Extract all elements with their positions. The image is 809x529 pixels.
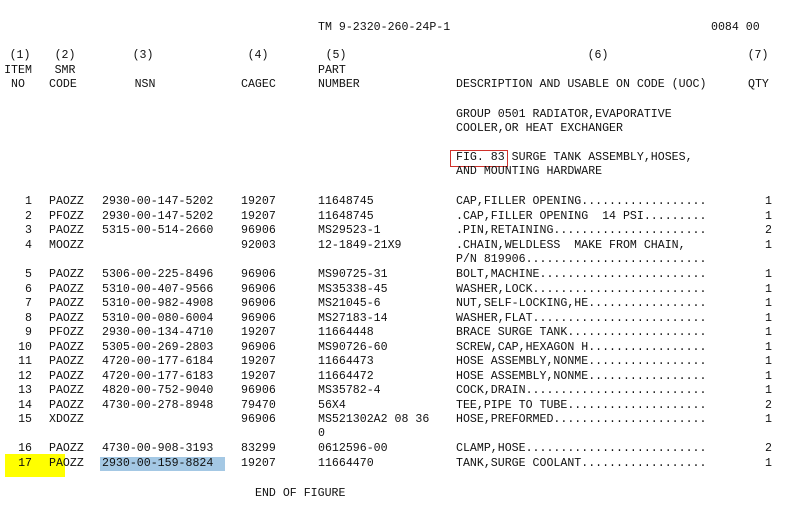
description: SCREW,CAP,HEXAGON H................. <box>456 341 707 354</box>
part-number: 11648745 <box>318 195 374 208</box>
nsn: 5305-00-269-2803 <box>102 341 214 354</box>
description: COCK,DRAIN.......................... <box>456 384 707 397</box>
part-number: MS90725-31 <box>318 268 388 281</box>
description: HOSE ASSEMBLY,NONME................. <box>456 355 707 368</box>
description: BOLT,MACHINE........................ <box>456 268 707 281</box>
col-cagec-label: CAGEC <box>241 78 276 91</box>
smr-code: PAOZZ <box>49 224 84 237</box>
cagec: 83299 <box>241 442 276 455</box>
quantity: 2 <box>765 224 772 237</box>
part-number: MS29523-1 <box>318 224 381 237</box>
quantity: 1 <box>765 370 772 383</box>
cagec: 96906 <box>241 341 276 354</box>
item-number: 8 <box>25 312 32 325</box>
item-number: 14 <box>18 399 32 412</box>
quantity: 1 <box>765 312 772 325</box>
col-item-label-2: NO <box>11 78 25 91</box>
part-number: 0612596-00 <box>318 442 388 455</box>
col-cagec-number: (4) <box>247 49 269 62</box>
group-heading: GROUP 0501 RADIATOR,EVAPORATIVE <box>456 108 672 121</box>
smr-code: PAOZZ <box>49 312 84 325</box>
nsn: 5315-00-514-2660 <box>102 224 214 237</box>
part-number: 11648745 <box>318 210 374 223</box>
figure-title: SURGE TANK ASSEMBLY,HOSES, <box>504 151 693 164</box>
description: HOSE ASSEMBLY,NONME................. <box>456 370 707 383</box>
quantity: 1 <box>765 268 772 281</box>
smr-code: PFOZZ <box>49 210 84 223</box>
page-ref: 0084 00 <box>711 21 760 34</box>
nsn: 4820-00-752-9040 <box>102 384 214 397</box>
col-part-number: (5) <box>325 49 347 62</box>
group-heading-2: COOLER,OR HEAT EXCHANGER <box>456 122 623 135</box>
smr-code: XDOZZ <box>49 413 84 426</box>
part-number: MS35782-4 <box>318 384 381 397</box>
cagec: 96906 <box>241 413 276 426</box>
part-number: 11664472 <box>318 370 374 383</box>
col-smr-label-2: CODE <box>49 78 77 91</box>
col-qty-label: QTY <box>748 78 769 91</box>
col-item-label: ITEM <box>4 64 32 77</box>
item-number: 3 <box>25 224 32 237</box>
col-nsn-number: (3) <box>132 49 154 62</box>
item-number: 12 <box>18 370 32 383</box>
smr-code: PAOZZ <box>49 442 84 455</box>
part-number: MS35338-45 <box>318 283 388 296</box>
smr-code: PAOZZ <box>49 297 84 310</box>
description: .PIN,RETAINING...................... <box>456 224 707 237</box>
col-part-label-2: NUMBER <box>318 78 360 91</box>
description: TEE,PIPE TO TUBE.................... <box>456 399 707 412</box>
cagec: 96906 <box>241 224 276 237</box>
smr-code: PAOZZ <box>49 283 84 296</box>
nsn: 4730-00-278-8948 <box>102 399 214 412</box>
description: HOSE,PREFORMED...................... <box>456 413 707 426</box>
cagec: 19207 <box>241 210 276 223</box>
item-number: 7 <box>25 297 32 310</box>
quantity: 1 <box>765 297 772 310</box>
quantity: 1 <box>765 210 772 223</box>
description-continued: P/N 819906.......................... <box>456 253 707 266</box>
item-number: 9 <box>25 326 32 339</box>
item-number: 10 <box>18 341 32 354</box>
item-number: 13 <box>18 384 32 397</box>
item-number: 5 <box>25 268 32 281</box>
nsn: 2930-00-147-5202 <box>102 195 214 208</box>
cagec: 96906 <box>241 297 276 310</box>
quantity: 1 <box>765 195 772 208</box>
part-number: 56X4 <box>318 399 346 412</box>
nsn: 4720-00-177-6184 <box>102 355 214 368</box>
nsn: 4730-00-908-3193 <box>102 442 214 455</box>
description: CAP,FILLER OPENING.................. <box>456 195 707 208</box>
nsn: 5310-00-080-6004 <box>102 312 214 325</box>
smr-code: MOOZZ <box>49 239 84 252</box>
cagec: 19207 <box>241 457 276 470</box>
smr-code: PAOZZ <box>49 341 84 354</box>
col-smr-number: (2) <box>54 49 76 62</box>
col-smr-label: SMR <box>54 64 76 77</box>
nsn: 5310-00-982-4908 <box>102 297 214 310</box>
part-number: MS21045-6 <box>318 297 381 310</box>
description: .CAP,FILLER OPENING 14 PSI......... <box>456 210 707 223</box>
smr-code: PAOZZ <box>49 268 84 281</box>
cagec: 19207 <box>241 326 276 339</box>
item-number: 16 <box>18 442 32 455</box>
figure-heading <box>456 151 693 165</box>
col-desc-label: DESCRIPTION AND USABLE ON CODE (UOC) <box>456 78 707 91</box>
description: BRACE SURGE TANK.................... <box>456 326 707 339</box>
part-number: MS27183-14 <box>318 312 388 325</box>
nsn: 4720-00-177-6183 <box>102 370 214 383</box>
quantity: 2 <box>765 399 772 412</box>
cagec: 96906 <box>241 283 276 296</box>
item-number: 1 <box>25 195 32 208</box>
nsn: 2930-00-147-5202 <box>102 210 214 223</box>
quantity: 1 <box>765 326 772 339</box>
nsn: 2930-00-159-8824 <box>102 457 214 470</box>
part-number: 11664473 <box>318 355 374 368</box>
description: CLAMP,HOSE.......................... <box>456 442 707 455</box>
cagec: 19207 <box>241 355 276 368</box>
quantity: 1 <box>765 283 772 296</box>
doc-number: TM 9-2320-260-24P-1 <box>318 21 451 34</box>
description: WASHER,LOCK......................... <box>456 283 707 296</box>
description: TANK,SURGE COOLANT.................. <box>456 457 707 470</box>
item-number: 11 <box>18 355 32 368</box>
smr-code: PFOZZ <box>49 326 84 339</box>
cagec: 19207 <box>241 370 276 383</box>
quantity: 1 <box>765 413 772 426</box>
cagec: 96906 <box>241 384 276 397</box>
nsn: 5306-00-225-8496 <box>102 268 214 281</box>
nsn: 2930-00-134-4710 <box>102 326 214 339</box>
item-number: 6 <box>25 283 32 296</box>
cagec: 92003 <box>241 239 276 252</box>
quantity: 1 <box>765 457 772 470</box>
part-number: MS521302A2 08 36 <box>318 413 430 426</box>
part-number: MS90726-60 <box>318 341 388 354</box>
cagec: 79470 <box>241 399 276 412</box>
description: .CHAIN,WELDLESS MAKE FROM CHAIN, <box>456 239 686 252</box>
nsn: 5310-00-407-9566 <box>102 283 214 296</box>
item-number: 17 <box>18 457 32 470</box>
part-number: 11664448 <box>318 326 374 339</box>
col-nsn-label: NSN <box>134 78 156 91</box>
quantity: 1 <box>765 384 772 397</box>
smr-code: PAOZZ <box>49 355 84 368</box>
col-item-number: (1) <box>9 49 31 62</box>
end-of-figure: END OF FIGURE <box>255 487 346 500</box>
smr-code: PAOZZ <box>49 370 84 383</box>
cagec: 19207 <box>241 195 276 208</box>
item-number: 4 <box>25 239 32 252</box>
quantity: 1 <box>765 341 772 354</box>
smr-code: PAOZZ <box>49 399 84 412</box>
description: NUT,SELF-LOCKING,HE................. <box>456 297 707 310</box>
cagec: 96906 <box>241 268 276 281</box>
part-number: 12-1849-21X9 <box>318 239 402 252</box>
col-qty-number: (7) <box>747 49 769 62</box>
quantity: 1 <box>765 355 772 368</box>
quantity: 1 <box>765 239 772 252</box>
col-desc-number: (6) <box>587 49 609 62</box>
smr-code: PAOZZ <box>49 384 84 397</box>
cagec: 96906 <box>241 312 276 325</box>
figure-title-2: AND MOUNTING HARDWARE <box>456 165 603 178</box>
smr-code: PAOZZ <box>49 457 84 470</box>
item-number: 15 <box>18 413 32 426</box>
smr-code: PAOZZ <box>49 195 84 208</box>
description: WASHER,FLAT......................... <box>456 312 707 325</box>
item-number: 2 <box>25 210 32 223</box>
part-number: 11664470 <box>318 457 374 470</box>
quantity: 2 <box>765 442 772 455</box>
part-number-continued: 0 <box>318 427 325 440</box>
col-part-label: PART <box>318 64 346 77</box>
figure-label[interactable]: FIG. 83 <box>456 151 505 164</box>
